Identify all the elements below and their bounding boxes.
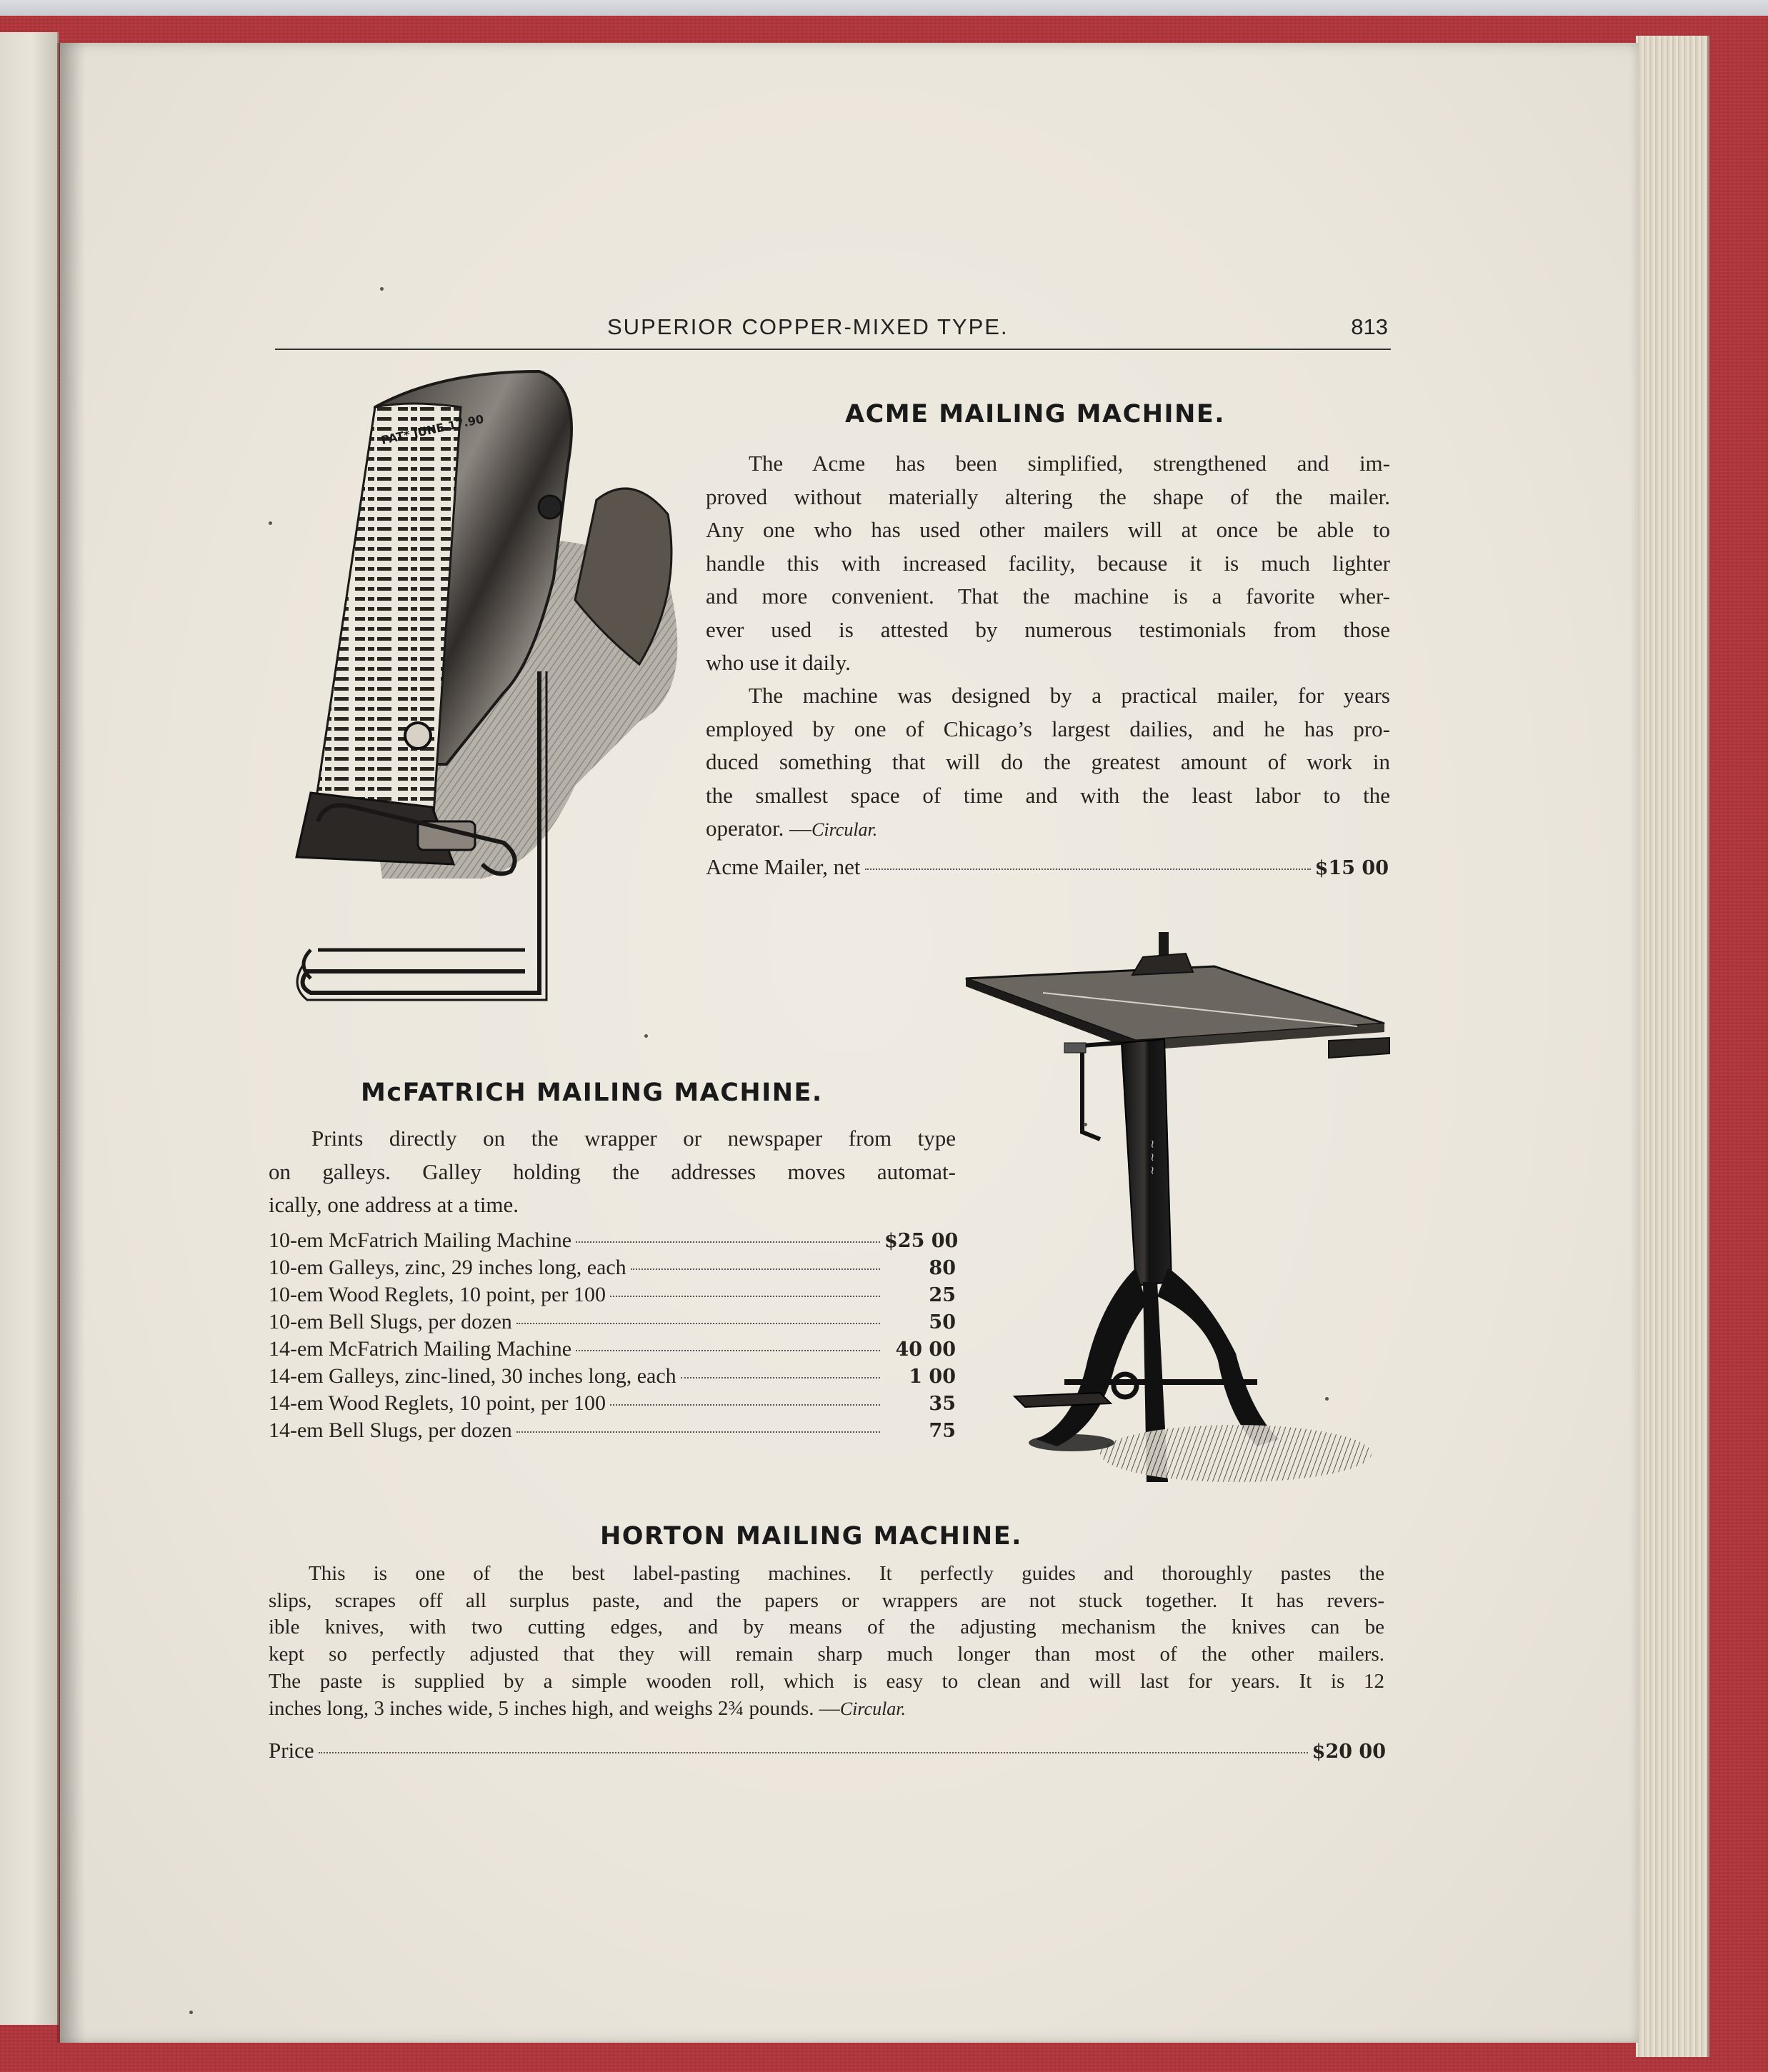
acme-price-row (706, 854, 1389, 880)
page-edges (1636, 36, 1709, 2057)
leader-dots (631, 1268, 880, 1270)
price-list-item (269, 1256, 956, 1283)
price-list-item (269, 1391, 956, 1418)
text-line (269, 1696, 1384, 1723)
source-citation: Circular. (811, 819, 878, 840)
item-price: $25 00 (884, 1230, 959, 1252)
item-price: 80 (929, 1257, 956, 1279)
text-line: duced something that will do the greatest amount of work in (706, 749, 1390, 774)
text-line: Prints directly on the wrapper or newspaper from type (311, 1126, 956, 1151)
background-strip (0, 0, 1768, 16)
text-line: ically, one address at a time. (269, 1192, 519, 1217)
item-price: 25 (929, 1284, 956, 1306)
text-line: ible knives, with two cutting edges, and by means of the adjusting mechanism the knives can be (269, 1616, 1384, 1639)
text-line: slips, scrapes off all surplus paste, and the papers or wrappers are not stuck together. It has revers- (269, 1588, 1384, 1612)
leader-dots (681, 1377, 880, 1378)
text-line: employed by one of Chicago’s largest dailies, and he has pro- (706, 716, 1390, 741)
price-list-item (269, 1283, 956, 1310)
price-list-item (269, 1364, 956, 1391)
speck (380, 287, 384, 291)
speck (644, 1034, 648, 1038)
leader-dots (516, 1323, 880, 1324)
acme-paragraph-2 (706, 679, 1390, 847)
price-label: Acme Mailer, net (706, 854, 861, 879)
item-price: 75 (929, 1420, 956, 1442)
running-title: SUPERIOR COPPER-MIXED TYPE. (607, 314, 1009, 339)
horton-price-row (269, 1738, 1386, 1763)
running-head (275, 311, 1391, 350)
item-label: 10-em Galleys, zinc, 29 inches long, each (269, 1256, 626, 1279)
text-line: kept so perfectly adjusted that they will remain sharp much longer than most of the other mailers. (269, 1643, 1384, 1666)
mcfatrich-price-list (269, 1228, 959, 1446)
price-label: Price (269, 1738, 314, 1763)
text-line: Any one who has used other mailers will at once be able to (706, 517, 1390, 542)
text-line: handle this with increased facility, because it is much lighter (706, 550, 1390, 576)
text-line: The machine was designed by a practical mailer, for years (749, 683, 1390, 708)
acme-paragraph-1 (706, 447, 1390, 680)
leader-dots (576, 1241, 880, 1243)
text-line: ever used is attested by numerous testimonials from those (706, 616, 1390, 642)
item-label: 14-em McFatrich Mailing Machine (269, 1337, 572, 1361)
item-label: 10-em Wood Reglets, 10 point, per 100 (269, 1283, 606, 1306)
horton-heading: HORTON MAILING MACHINE. (600, 1522, 1022, 1551)
leader-dots (319, 1752, 1308, 1753)
text-line: proved without materially altering the shape of the mailer. (706, 484, 1390, 509)
item-price: 35 (929, 1393, 956, 1415)
acme-mailer-illustration (268, 364, 696, 1014)
mcfatrich-paragraph (269, 1122, 956, 1222)
text-line (706, 812, 1390, 847)
speck (1084, 1123, 1087, 1126)
item-price: 40 00 (895, 1338, 956, 1361)
text-line: the smallest space of time and with the least labor to the (706, 782, 1390, 808)
mcfatrich-heading: McFATRICH MAILING MACHINE. (361, 1078, 823, 1107)
text-line: The paste is supplied by a simple wooden roll, which is easy to clean and will last for years. It is 12 (269, 1669, 1384, 1693)
text-line: who use it daily. (706, 650, 851, 675)
speck (189, 2011, 193, 2014)
mcfatrich-machine-illustration (957, 925, 1400, 1511)
text-line: The Acme has been simplified, strengthened and im- (749, 451, 1390, 476)
speck (1325, 1397, 1329, 1401)
text-line: This is one of the best label-pasting machines. It perfectly guides and thoroughly pastes the (309, 1562, 1384, 1585)
item-label: 10-em Bell Slugs, per dozen (269, 1310, 512, 1333)
leader-dots (516, 1431, 880, 1433)
patent-stamp: PAT* JUNE.17.90 (379, 411, 485, 447)
leader-dots (576, 1350, 880, 1351)
price-list-item (269, 1337, 956, 1364)
price-list-item (269, 1418, 956, 1446)
leader-dots (865, 869, 1311, 870)
price-amount: $20 00 (1312, 1741, 1386, 1763)
leader-dots (610, 1404, 880, 1406)
item-label: 14-em Wood Reglets, 10 point, per 100 (269, 1391, 606, 1415)
item-price: 50 (929, 1311, 956, 1333)
text-line-content: inches long, 3 inches wide, 5 inches high, and weighs 2¾ pounds. — (269, 1696, 840, 1720)
page-number: 813 (1351, 314, 1388, 339)
left-page-edge (0, 32, 59, 2025)
price-list-item (269, 1228, 959, 1256)
item-label: 14-em Bell Slugs, per dozen (269, 1418, 512, 1442)
text-line: on galleys. Galley holding the addresses moves automat- (269, 1158, 956, 1184)
text-line-content: operator. — (706, 816, 812, 841)
leader-dots (610, 1296, 880, 1297)
horton-paragraph (269, 1561, 1384, 1722)
item-price: 1 00 (909, 1366, 956, 1388)
item-label: 14-em Galleys, zinc-lined, 30 inches long, each (269, 1364, 676, 1388)
speck (269, 521, 272, 525)
price-amount: $15 00 (1314, 857, 1389, 879)
item-label: 10-em McFatrich Mailing Machine (269, 1228, 572, 1252)
text-line: and more convenient. That the machine is a favorite wher- (706, 584, 1390, 609)
gutter-shadow (57, 43, 86, 2043)
source-citation: Circular. (839, 1698, 907, 1719)
price-list-item (269, 1310, 956, 1337)
acme-heading: ACME MAILING MACHINE. (845, 400, 1226, 429)
svg-text:~ ~ ~: ~ ~ ~ (1146, 1139, 1159, 1176)
